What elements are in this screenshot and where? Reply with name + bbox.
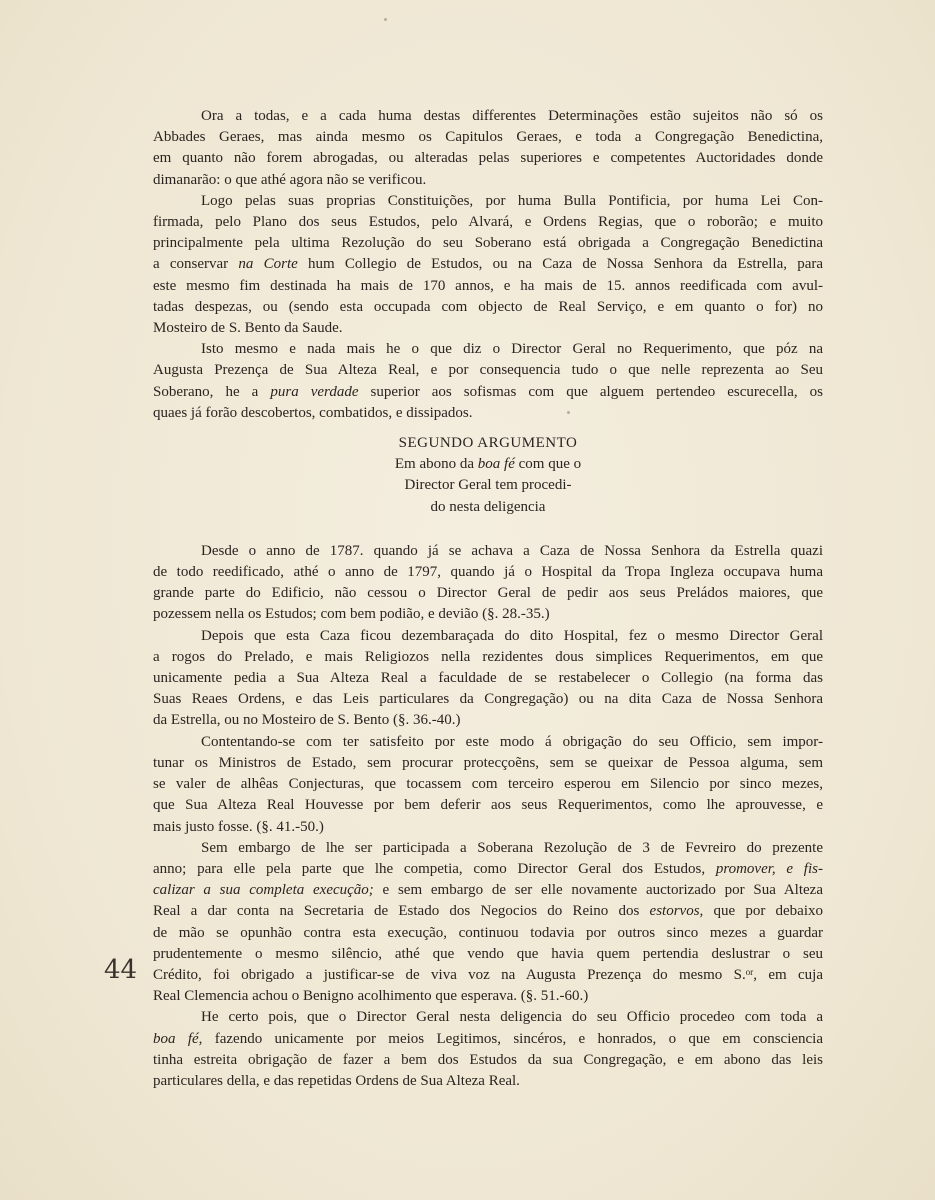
page-number: 44 (104, 955, 138, 985)
heading-subtitle-line-3: do nesta deligencia (430, 498, 546, 515)
paragraph (153, 106, 823, 191)
body-text (153, 106, 823, 1092)
text-line: prudentemente o mesmo silêncio, athé que vendo que havia quem pertendia deslustrar o seu (153, 945, 823, 962)
text-line: da Estrella, ou no Mosteiro de S. Bento (§. 36.-40.) (153, 712, 461, 729)
text-line: tinha estreita obrigação de fazer a bem dos Estudos da sua Congregação, e em abono das leis (153, 1051, 823, 1068)
text-line: pozessem nella os Estudos; com bem podião, e devião (§. 28.-35.) (153, 606, 550, 623)
text-line: particulares della, e das repetidas Ordens de Sua Alteza Real. (153, 1072, 520, 1089)
text-line: de mão se opunhão contra esta execução, continuou todavia por outros sinco mezes a guardar (153, 924, 823, 941)
paragraph (153, 838, 823, 1008)
text-line: Real Clemencia achou o Benigno acolhimento que esperava. (§. 51.-60.) (153, 988, 589, 1005)
text-line: principalmente pela ultima Rezolução do seu Soberano está obrigada a Congregação Benedictina (153, 235, 823, 252)
text-line: Depois que esta Caza ficou dezembaraçada do dito Hospital, fez o mesmo Director Geral (201, 627, 823, 644)
text-line: Crédito, foi obrigado a justificar-se de viva voz na Augusta Prezença do mesmo S.ᵒʳ, em cuja (153, 966, 823, 983)
text-line: de todo reedificado, athé o anno de 1797, quando já o Hospital da Tropa Ingleza occupava huma (153, 564, 823, 581)
paragraph (153, 732, 823, 838)
section-heading (153, 433, 823, 518)
heading-subtitle-line-1: Em abono da boa fé com que o (394, 456, 582, 473)
text-line: Isto mesmo e nada mais he o que diz o Director Geral no Requerimento, que póz na (201, 341, 823, 358)
paper-speck (384, 18, 387, 21)
heading-subtitle-line-2: Director Geral tem procedi- (404, 477, 572, 494)
text-line: dimanarão: o que athé agora não se verificou. (153, 171, 427, 188)
paragraph (153, 541, 823, 626)
text-line: Desde o anno de 1787. quando já se achava a Caza de Nossa Senhora da Estrella quazi (201, 542, 823, 559)
text-line: He certo pois, que o Director Geral nesta deligencia do seu Officio procedeo com toda a (201, 1009, 823, 1026)
text-line: calizar a sua completa execução; e sem embargo de ser elle novamente auctorizado por Sua Alteza (153, 882, 823, 899)
text-line: mais justo fosse. (§. 41.-50.) (153, 818, 324, 835)
text-line: que Sua Alteza Real Houvesse por bem deferir aos seus Requerimentos, como lhe aprouvesse, e (153, 797, 823, 814)
text-line: este mesmo fim destinada ha mais de 170 annos, e ha mais de 15. annos reedificada com avul- (153, 277, 823, 294)
text-line: Ora a todas, e a cada huma destas differentes Determinações estão sujeitos não só os (201, 108, 823, 124)
text-line: boa fé, fazendo unicamente por meios Legitimos, sincéros, e honrados, o que em consciencia (153, 1030, 824, 1047)
bottom-paragraphs (153, 541, 823, 1092)
heading-title: SEGUNDO ARGUMENTO (398, 435, 578, 452)
text-line: grande parte do Edificio, não cessou o Director Geral de pedir aos seus Preládos maiores, que (153, 585, 823, 602)
text-line: em quanto não forem abrogadas, ou alteradas pelas superiores e competentes Auctoridades donde (153, 150, 823, 167)
text-line: Soberano, he a pura verdade superior aos sofismas com que alguem pertendeo escurecella, os (153, 383, 824, 400)
text-line: tadas despezas, ou (sendo esta occupada com objecto de Real Serviço, e em quanto o for) no (153, 298, 823, 315)
text-line: se valer de alhêas Conjecturas, que tocassem com terceiro esperou em Silencio por sinco mezes, (153, 776, 823, 793)
text-line: Augusta Prezença de Sua Alteza Real, e por consequencia tudo o que nelle reprezenta ao Seu (153, 362, 823, 379)
text-line: anno; para elle pela parte que lhe competia, como Director Geral dos Estudos, promover, e fis- (153, 860, 823, 877)
text-line: Logo pelas suas proprias Constituições, por huma Bulla Pontificia, por huma Lei Con- (201, 192, 823, 209)
text-line: Contentando-se com ter satisfeito por este modo á obrigação do seu Officio, sem impor- (201, 733, 823, 750)
text-line: unicamente pedia a Sua Alteza Real a faculdade de se restabelecer o Collegio (na forma das (153, 670, 823, 687)
paragraph (153, 339, 823, 424)
text-line: quaes já forão descobertos, combatidos, e dissipados. (153, 404, 473, 421)
text-line: tunar os Ministros de Estado, sem procurar protecçoẽns, sem se queixar de Pessoa alguma, sem (153, 754, 823, 771)
text-line: firmada, pelo Plano dos seus Estudos, pelo Alvará, e Ordens Regias, que o roborão; e muito (153, 214, 823, 231)
text-line: Mosteiro de S. Bento da Saude. (153, 320, 343, 337)
text-line: a conservar na Corte hum Collegio de Estudos, ou na Caza de Nossa Senhora da Estrella, para (153, 256, 824, 273)
paragraph (153, 626, 823, 732)
paragraph (153, 1007, 823, 1092)
paragraph (153, 191, 823, 339)
text-line: Abbades Geraes, mas ainda mesmo os Capitulos Geraes, e toda a Congregação Benedictina, (153, 129, 823, 146)
text-line: Sem embargo de lhe ser participada a Soberana Rezolução de 3 de Fevreiro do prezente (201, 839, 823, 856)
top-paragraphs (153, 106, 823, 424)
text-line: Real a dar conta na Secretaria de Estado dos Negocios do Reino dos estorvos, que por debaixo (153, 903, 823, 920)
text-line: Suas Reaes Ordens, e das Leis particulares da Congregação) ou na dita Caza de Nossa Senhora (153, 691, 823, 708)
text-line: a rogos do Prelado, e mais Religiozos nella rezidentes dous simplices Requerimentos, em que (153, 648, 823, 665)
